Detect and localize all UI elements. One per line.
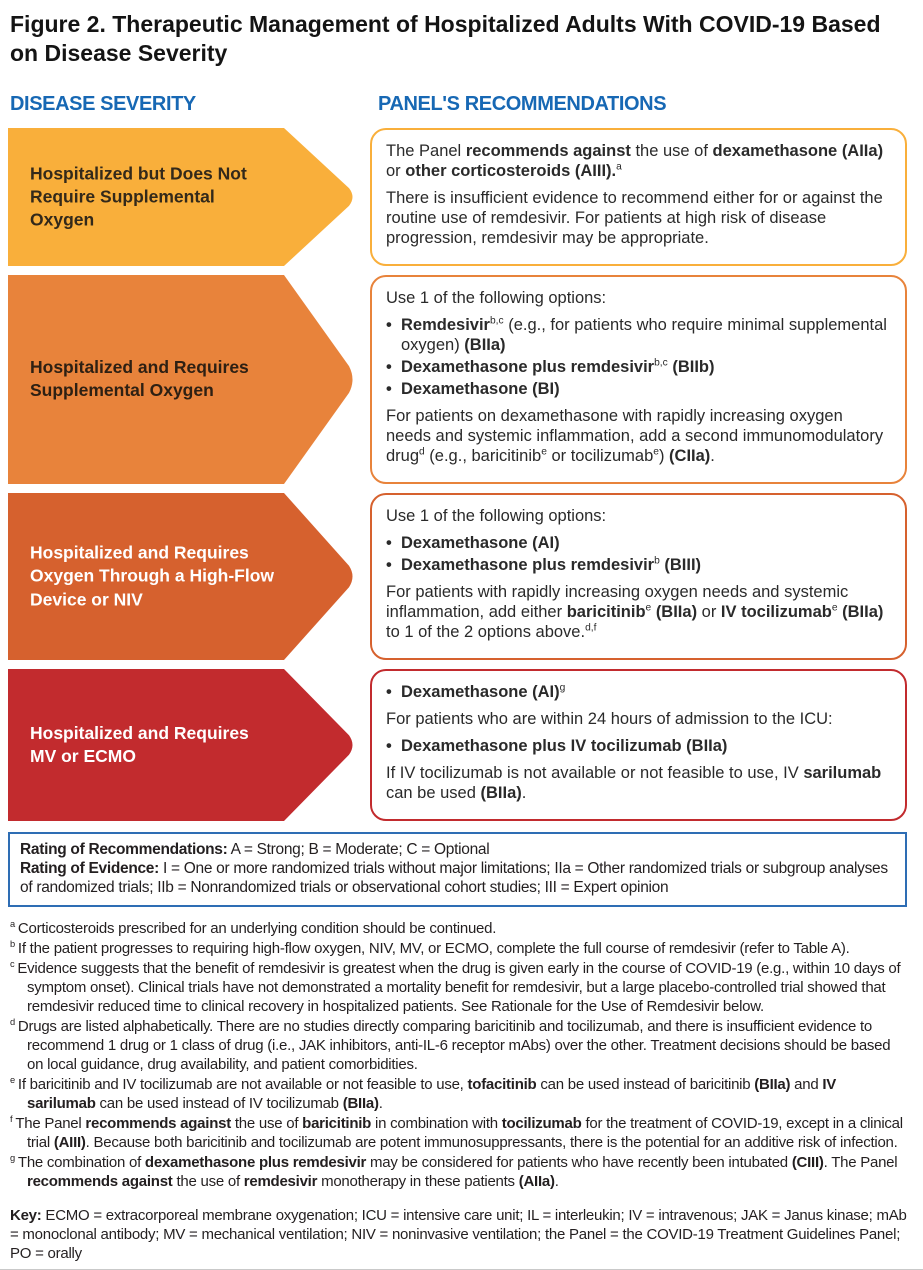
footnote-marker: f [10,1113,13,1124]
figure-title: Figure 2. Therapeutic Management of Hospitalized Adults With COVID-19 Based on Disease Severity [10,11,881,67]
footnote-marker: e [10,1074,15,1085]
rec-paragraph: For patients who are within 24 hours of admission to the ICU: [386,709,833,728]
footnote-marker: d [10,1016,15,1027]
rating-of-recommendations-line: Rating of Recommendations: A = Strong; B = Moderate; C = Optional [20,840,490,858]
severity-row-supplemental-oxygen [8,275,907,484]
rec-paragraph: There is insufficient evidence to recommend either for or against the routine use of remdesivir. For patients at high risk of disease progression, remdesivir may be appropriate. [386,188,883,247]
severity-row-high-flow-or-niv [8,493,907,660]
severity-arrow [8,669,356,821]
rec-bullet-item: • Dexamethasone plus remdesivir$^b$ (BIII) [386,555,702,574]
panels-recommendations-header: PANEL'S RECOMMENDATIONS [378,92,667,115]
bullet-icon: • [386,357,392,376]
severity-row-mv-or-ecmo [8,669,907,821]
rec-bullet-item: • Dexamethasone (AI) [386,533,560,552]
footnote-marker: c [10,958,15,969]
bullet-icon: • [386,555,392,574]
severity-arrow [8,275,356,484]
rec-bullet-item: • Dexamethasone (AI)$^g$ [386,682,566,701]
rec-paragraph: Use 1 of the following options: [386,506,607,525]
rec-paragraph: Use 1 of the following options: [386,288,607,307]
recommendation-box [370,128,907,266]
severity-arrow [8,128,356,266]
severity-label: Hospitalized and Requires Oxygen Through a High-Flow Device or NIV [30,542,275,609]
rec-paragraph: The Panel recommends against the use of dexamethasone (AIIa) or other corticosteroids (AIII).$^a$ [386,141,884,180]
footnote-f: $^f$ The Panel recommends against the use of baricitinib in combination with tocilizumab for the treatment of COVID-19, except in a clinical trial (AIII). Because both baricitinib and tocilizumab are potent immunosuppressants, there is the potential for an additive risk of infection. [10,1113,903,1151]
bullet-icon: • [386,533,392,552]
footnote-c: $^c$ Evidence suggests that the benefit of remdesivir is greatest when the drug is given early in the course of COVID-19 (e.g., within 10 days of symptom onset). Clinical trials have not demonstrated a mortality benefit for remdesivir, but a large placebo-controlled trial showed that remdesivir reduced time to clinical recovery in hospitalized patients. See Rationale for the Use of Remdesivir below. [10,958,901,1015]
rec-bullet-item: • Dexamethasone plus remdesivir$^{b,c}$ (BIIb) [386,357,715,376]
severity-arrow [8,493,356,660]
rec-paragraph: For patients on dexamethasone with rapidly increasing oxygen needs and systemic inflammation, add a second immunomodulatory drug$^d$ (e.g., baricitinib$^e$ or tocilizumab$^e$) (CIIa). [386,406,884,465]
footnote-marker: a [10,918,15,929]
abbreviation-key: Key: ECMO = extracorporeal membrane oxygenation; ICU = intensive care unit; IL = interleukin; IV = intravenous; JAK = Janus kinase; mAb = monoclonal antibody; MV = mechanical ventilation; NIV = noninvasive ventilation; the Panel = the COVID-19 Treatment Guidelines Panel; PO = orally [10,1206,907,1262]
footnote-d: $^d$ Drugs are listed alphabetically. There are no studies directly comparing baricitinib and tocilizumab, and there is insufficient evidence to recommend 1 drug or 1 class of drug (i.e., JAK inhibitors, anti-IL-6 receptor mAbs) over the other. Treatment decisions should be based on local guidance, drug availability, and patient comorbidities. [10,1016,891,1073]
rec-bullet-item: • Remdesivir$^{b,c}$ (e.g., for patients who require minimal supplemental oxygen) (BIIa) [386,315,887,354]
recommendation-box [370,275,907,484]
bullet-icon: • [386,682,392,701]
bullet-icon: • [386,315,392,334]
severity-row-no-supplemental-oxygen [8,128,907,266]
footnote-g: $^g$ The combination of dexamethasone plus remdesivir may be considered for patients who have recently been intubated (CIII). The Panel recommends against the use of remdesivir monotherapy in these patients (AIIa). [10,1152,898,1190]
disease-severity-header: DISEASE SEVERITY [10,92,196,115]
bullet-icon: • [386,736,392,755]
bullet-icon: • [386,379,392,398]
severity-label: Hospitalized and Requires MV or ECMO [30,722,249,766]
recommendation-box [370,669,907,821]
rec-bullet-item: • Dexamethasone (BI) [386,379,560,398]
column-headers [10,93,907,116]
recommendation-box [370,493,907,660]
footnote-marker: b [10,938,15,949]
severity-label: Hospitalized and Requires Supplemental Oxygen [30,357,249,401]
rec-bullet-item: • Dexamethasone plus IV tocilizumab (BIIa) [386,736,728,755]
rec-paragraph: For patients with rapidly increasing oxygen needs and systemic inflammation, add either baricitinib$^e$ (BIIa) or IV tocilizumab$^e$ (BIIa) to 1 of the 2 options above.$^{d,f}$ [386,582,884,641]
footnote-e: $^e$ If baricitinib and IV tocilizumab are not available or not feasible to use, tofacitinib can be used instead of baricitinib (BIIa) and IV sarilumab can be used instead of IV tocilizumab (BIIa). [10,1074,837,1112]
rec-paragraph: If IV tocilizumab is not available or not feasible to use, IV sarilumab can be used (BIIa). [386,763,882,802]
rating-legend-box [8,832,907,907]
severity-label: Hospitalized but Does Not Require Supplemental Oxygen [30,163,247,230]
footnotes [10,919,907,1191]
footnote-marker: g [10,1152,15,1163]
footnote-a: $^a$ Corticosteroids prescribed for an underlying condition should be continued. [10,918,497,937]
footnote-b: $^b$ If the patient progresses to requiring high-flow oxygen, NIV, MV, or ECMO, complete the full course of remdesivir (refer to Table A). [10,938,850,957]
rating-of-evidence-line: Rating of Evidence: I = One or more randomized trials without major limitations; IIa = Other randomized trials or subgroup analyses of randomized trials; IIb = Nonrandomized trials or observational cohort studies; III = Expert opinion [20,859,888,896]
